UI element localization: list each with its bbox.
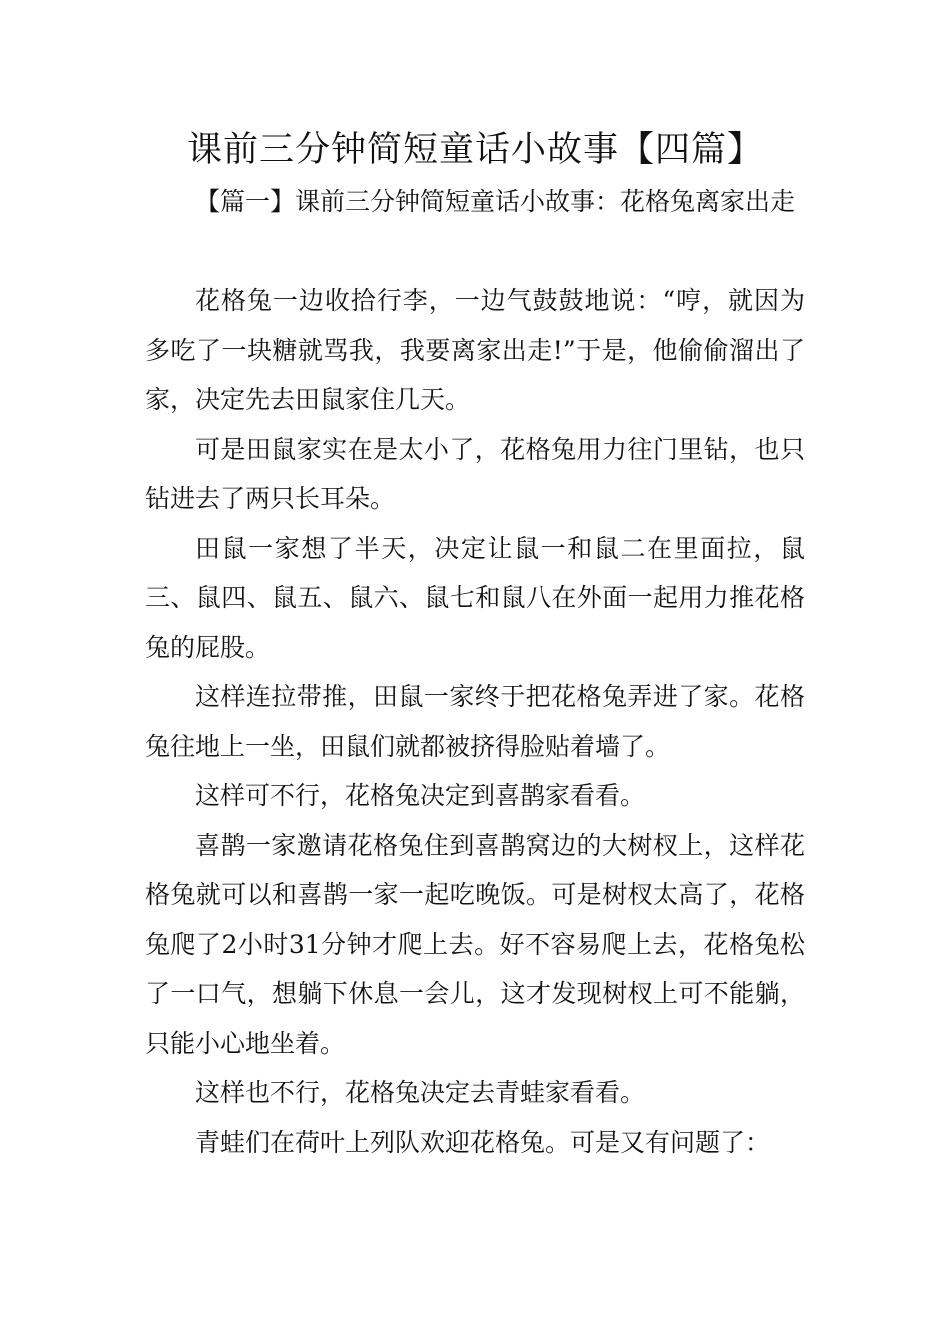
document-body bbox=[145, 177, 805, 1167]
paragraph: 花格兔一边收拾行李，一边气鼓鼓地说：“哼，就因为多吃了一块糖就骂我，我要离家出走!”于是，他偷偷溜出了家，决定先去田鼠家住几天。 bbox=[145, 286, 805, 414]
document-title: 课前三分钟简短童话小故事【四篇】 bbox=[186, 130, 763, 170]
section-heading: 【篇一】课前三分钟简短童话小故事：花格兔离家出走 bbox=[195, 187, 796, 216]
paragraph: 喜鹊一家邀请花格兔住到喜鹊窝边的大树杈上，这样花格兔就可以和喜鹊一家一起吃晚饭。可是树杈太高了，花格兔爬了2小时31分钟才爬上去。好不容易爬上去，花格兔松了一口气，想躺下休息一会儿，这才发现树杈上可不能躺，只能小心地坐着。 bbox=[145, 830, 805, 1058]
paragraph: 这样也不行，花格兔决定去青蛙家看看。 bbox=[195, 1078, 646, 1107]
paragraph: 这样连拉带推，田鼠一家终于把花格兔弄进了家。花格兔往地上一坐，田鼠们就都被挤得脸贴着墙了。 bbox=[145, 682, 805, 761]
paragraph: 青蛙们在荷叶上列队欢迎花格兔。可是又有问题了： bbox=[195, 1127, 771, 1157]
paragraph: 这样可不行，花格兔决定到喜鹊家看看。 bbox=[195, 781, 646, 810]
paragraph: 田鼠一家想了半天，决定让鼠一和鼠二在里面拉，鼠三、鼠四、鼠五、鼠六、鼠七和鼠八在外面一起用力推花格兔的屁股。 bbox=[145, 533, 805, 662]
paragraph: 可是田鼠家实在是太小了，花格兔用力往门里钻，也只钻进去了两只长耳朵。 bbox=[145, 434, 805, 513]
